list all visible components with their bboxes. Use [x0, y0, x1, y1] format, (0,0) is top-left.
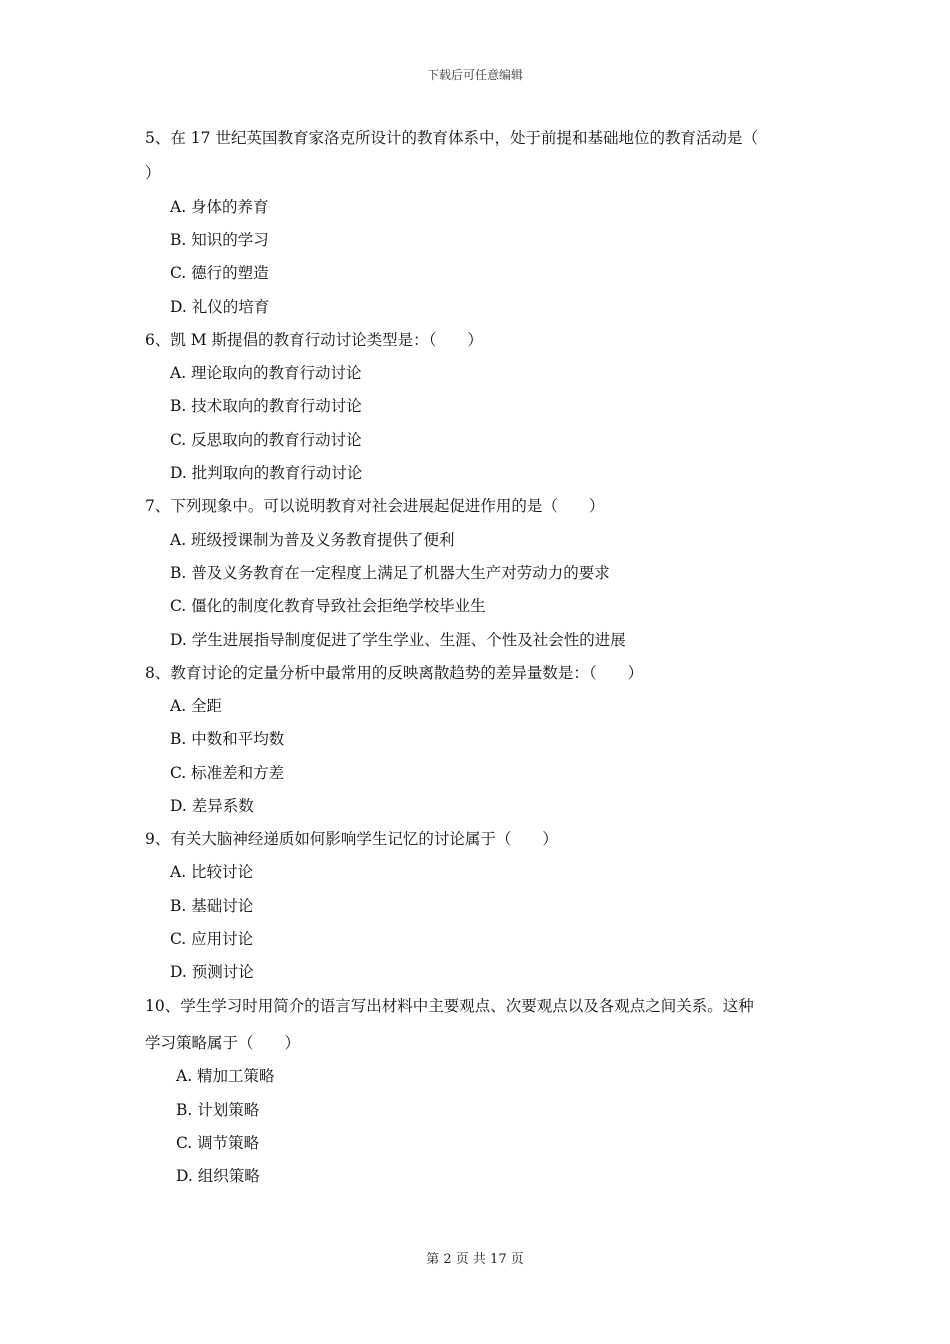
question-10-line-2: 学习策略属于（ ） — [145, 1034, 301, 1052]
question-7-option-b: B. 普及义务教育在一定程度上满足了机器大生产对劳动力的要求 — [170, 564, 610, 582]
question-10-option-b: B. 计划策略 — [176, 1101, 260, 1119]
question-6-option-c: C. 反思取向的教育行动讨论 — [170, 431, 362, 449]
question-5-option-c: C. 德行的塑造 — [170, 264, 269, 282]
question-8-option-a: A. 全距 — [170, 697, 223, 715]
question-5-option-b: B. 知识的学习 — [170, 231, 269, 249]
question-10-option-a: A. 精加工策略 — [176, 1067, 275, 1085]
page-header: 下载后可任意编辑 — [426, 68, 523, 82]
question-9-option-a: A. 比较讨论 — [170, 863, 254, 881]
question-7-option-a: A. 班级授课制为普及义务教育提供了便利 — [170, 531, 455, 549]
question-6-option-d: D. 批判取向的教育行动讨论 — [170, 464, 363, 482]
question-8-option-b: B. 中数和平均数 — [170, 730, 285, 748]
question-8-option-d: D. 差异系数 — [170, 797, 254, 815]
question-7-option-d: D. 学生进展指导制度促进了学生学业、生涯、个性及社会性的进展 — [170, 631, 626, 649]
question-9: 9、有关大脑神经递质如何影响学生记忆的讨论属于（ ） — [145, 830, 558, 848]
question-9-option-c: C. 应用讨论 — [170, 930, 254, 948]
question-5-option-d: D. 礼仪的培育 — [170, 298, 270, 316]
question-6-option-a: A. 理论取向的教育行动讨论 — [170, 364, 362, 382]
question-10-option-d: D. 组织策略 — [176, 1167, 260, 1185]
question-9-option-b: B. 基础讨论 — [170, 897, 254, 915]
question-5-line-2: ） — [145, 164, 161, 182]
page-footer: 第 2 页 共 17 页 — [426, 1252, 524, 1267]
question-8: 8、教育讨论的定量分析中最常用的反映离散趋势的差异量数是：（ ） — [145, 664, 644, 682]
question-10-option-c: C. 调节策略 — [176, 1134, 260, 1152]
question-6: 6、凯 M 斯提倡的教育行动讨论类型是：（ ） — [145, 331, 483, 349]
question-7: 7、下列现象中。可以说明教育对社会进展起促进作用的是（ ） — [145, 497, 605, 515]
question-7-option-c: C. 僵化的制度化教育导致社会拒绝学校毕业生 — [170, 597, 486, 615]
question-5-line-1: 5、在 17 世纪英国教育家洛克所设计的教育体系中，处于前提和基础地位的教育活动是（ — [145, 129, 758, 147]
question-5-option-a: A. 身体的养育 — [170, 198, 269, 216]
question-6-option-b: B. 技术取向的教育行动讨论 — [170, 397, 362, 415]
question-9-option-d: D. 预测讨论 — [170, 963, 254, 981]
question-10-line-1: 10、学生学习时用简介的语言写出材料中主要观点、次要观点以及各观点之间关系。这种 — [145, 997, 754, 1015]
question-8-option-c: C. 标准差和方差 — [170, 764, 285, 782]
